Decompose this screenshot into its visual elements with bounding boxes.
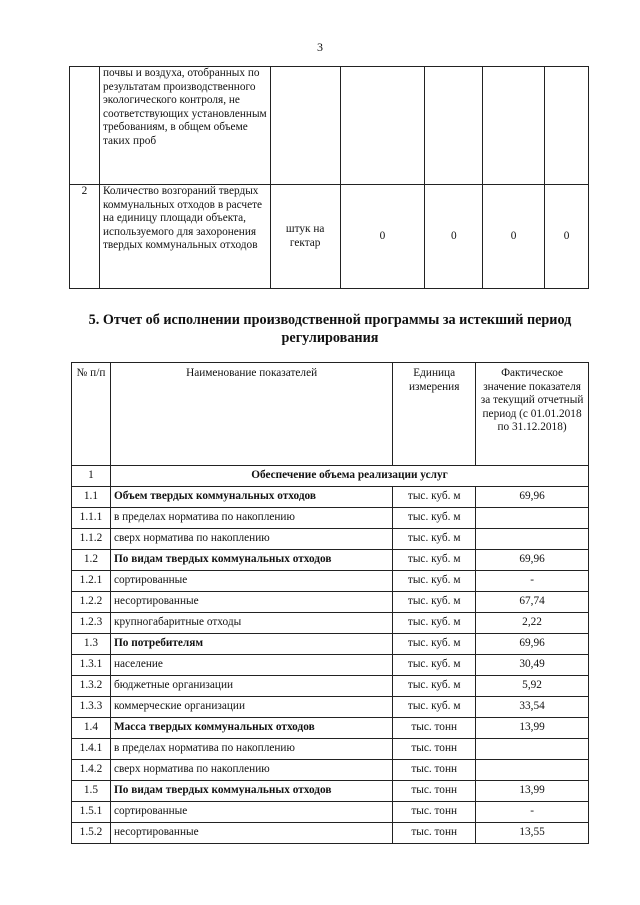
row-value: 13,99 (476, 718, 589, 739)
top-name: почвы и воздуха, отобранных по результатам производственного экологического контроля, не соответствующих установленным требованиям, в общем объеме таких проб (99, 67, 270, 185)
table-row (72, 550, 589, 571)
top-table-row (70, 185, 589, 289)
row-num: 1.2.3 (72, 613, 111, 634)
row-value: 69,96 (476, 634, 589, 655)
row-value (476, 508, 589, 529)
top-value-4: 0 (545, 185, 589, 289)
row-name: бюджетные организации (110, 676, 392, 697)
top-unit (270, 67, 340, 185)
row-unit: тыс. тонн (393, 739, 476, 760)
row-unit: тыс. куб. м (393, 508, 476, 529)
row-unit: тыс. куб. м (393, 487, 476, 508)
row-num: 1.2 (72, 550, 111, 571)
header-value: Фактическое значение показателя за текущий отчетный период (с 01.01.2018 по 31.12.2018) (476, 363, 589, 466)
top-value-3 (483, 67, 545, 185)
top-value-3: 0 (483, 185, 545, 289)
row-name: сортированные (110, 802, 392, 823)
top-value-1: 0 (340, 185, 425, 289)
row-value: 2,22 (476, 613, 589, 634)
row-value (476, 760, 589, 781)
row-num: 1.4.2 (72, 760, 111, 781)
row-num: 1.1.1 (72, 508, 111, 529)
row-value (476, 739, 589, 760)
table-row (72, 739, 589, 760)
row-name: в пределах норматива по накоплению (110, 508, 392, 529)
row-value: 69,96 (476, 550, 589, 571)
table-row (72, 760, 589, 781)
table-row (72, 571, 589, 592)
row-unit: тыс. куб. м (393, 592, 476, 613)
row-value: - (476, 571, 589, 592)
top-value-4 (545, 67, 589, 185)
header-unit: Единица измерения (393, 363, 476, 466)
row-value: 33,54 (476, 697, 589, 718)
section-num: 1 (72, 466, 111, 487)
row-name: сортированные (110, 571, 392, 592)
row-num: 1.3.3 (72, 697, 111, 718)
row-value: 69,96 (476, 487, 589, 508)
section-title: 5. Отчет об исполнении производственной программы за истекший период регулирования (88, 312, 572, 346)
row-num: 1.3 (72, 634, 111, 655)
row-unit: тыс. куб. м (393, 697, 476, 718)
row-value: 30,49 (476, 655, 589, 676)
page-number: 3 (317, 40, 323, 54)
row-num: 1.4 (72, 718, 111, 739)
row-unit: тыс. куб. м (393, 529, 476, 550)
table-row (72, 697, 589, 718)
section-heading: Обеспечение объема реализации услуг (110, 466, 588, 487)
row-name: население (110, 655, 392, 676)
row-name: По потребителям (110, 634, 392, 655)
top-value-2: 0 (425, 185, 483, 289)
row-name: Объем твердых коммунальных отходов (110, 487, 392, 508)
row-unit: тыс. куб. м (393, 550, 476, 571)
row-name: По видам твердых коммунальных отходов (110, 781, 392, 802)
row-value (476, 529, 589, 550)
row-unit: тыс. тонн (393, 718, 476, 739)
top-table-row (70, 67, 589, 185)
row-name: коммерческие организации (110, 697, 392, 718)
row-num: 1.5.1 (72, 802, 111, 823)
row-name: По видам твердых коммунальных отходов (110, 550, 392, 571)
row-name: сверх норматива по накоплению (110, 529, 392, 550)
top-table (69, 66, 589, 289)
row-name: несортированные (110, 592, 392, 613)
table-row (72, 676, 589, 697)
header-row (72, 363, 589, 466)
row-value: 67,74 (476, 592, 589, 613)
table-row (72, 781, 589, 802)
row-num: 1.5 (72, 781, 111, 802)
top-value-2 (425, 67, 483, 185)
row-name: Масса твердых коммунальных отходов (110, 718, 392, 739)
top-name: Количество возгораний твердых коммунальных отходов в расчете на единицу площади объекта, используемого для захоронения твердых коммунальных отходов (99, 185, 270, 289)
table-row (72, 613, 589, 634)
table-row (72, 592, 589, 613)
header-name: Наименование показателей (110, 363, 392, 466)
row-unit: тыс. тонн (393, 760, 476, 781)
main-table (71, 362, 589, 844)
row-value: 5,92 (476, 676, 589, 697)
row-num: 1.5.2 (72, 823, 111, 844)
row-num: 1.1 (72, 487, 111, 508)
table-row (72, 802, 589, 823)
row-unit: тыс. куб. м (393, 571, 476, 592)
top-unit: штук на гектар (270, 185, 340, 289)
table-row (72, 634, 589, 655)
top-num: 2 (70, 185, 100, 289)
row-value: 13,99 (476, 781, 589, 802)
row-unit: тыс. куб. м (393, 676, 476, 697)
row-num: 1.1.2 (72, 529, 111, 550)
row-num: 1.3.2 (72, 676, 111, 697)
row-name: в пределах норматива по накоплению (110, 739, 392, 760)
row-value: - (476, 802, 589, 823)
row-name: несортированные (110, 823, 392, 844)
table-row (72, 823, 589, 844)
section-row (72, 466, 589, 487)
table-row (72, 508, 589, 529)
top-value-1 (340, 67, 425, 185)
row-num: 1.3.1 (72, 655, 111, 676)
row-num: 1.4.1 (72, 739, 111, 760)
table-row (72, 529, 589, 550)
header-num: № п/п (72, 363, 111, 466)
row-unit: тыс. тонн (393, 802, 476, 823)
table-row (72, 487, 589, 508)
row-name: крупногабаритные отходы (110, 613, 392, 634)
row-unit: тыс. тонн (393, 781, 476, 802)
row-unit: тыс. куб. м (393, 655, 476, 676)
row-unit: тыс. тонн (393, 823, 476, 844)
row-num: 1.2.1 (72, 571, 111, 592)
row-name: сверх норматива по накоплению (110, 760, 392, 781)
table-row (72, 718, 589, 739)
top-num (70, 67, 100, 185)
row-num: 1.2.2 (72, 592, 111, 613)
row-unit: тыс. куб. м (393, 634, 476, 655)
row-value: 13,55 (476, 823, 589, 844)
table-row (72, 655, 589, 676)
row-unit: тыс. куб. м (393, 613, 476, 634)
